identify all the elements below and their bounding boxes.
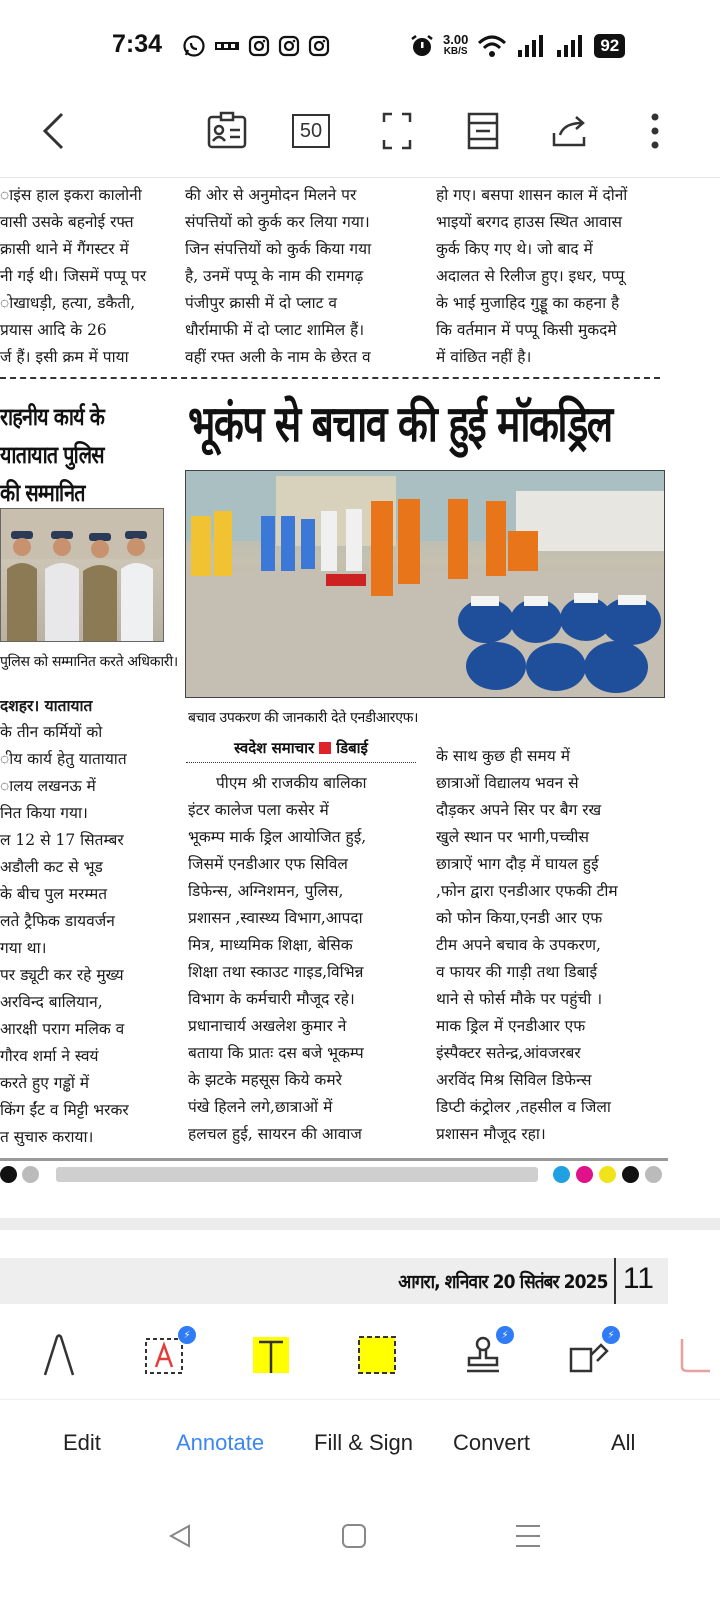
area-highlight-tool-button[interactable] [350,1328,404,1382]
annotation-toolbar [0,1308,720,1400]
area-highlight-icon [355,1333,399,1377]
text-line: बताया कि प्रातः दस बजे भूकम्प [188,1044,364,1062]
section-divider [0,377,660,379]
fullscreen-button[interactable] [372,106,422,156]
pdf-page-view[interactable] [0,178,720,1308]
main-story-col1 [188,770,418,1148]
text-line: खुले स्थान पर भागी,पच्चीस [436,828,589,846]
text-line: है, उनमें पप्पू के नाम की रामगढ़ [185,267,364,285]
system-navigation-bar [0,1486,720,1600]
text-line: छात्राऐं भाग दौड़ में घायल हुई [436,855,599,873]
text-line: जिसमें एनडीआर एफ सिविल [188,855,348,873]
text-line: धौर्रामाफी में दो प्लाट शामिल हैं। [185,321,365,339]
pen-tool-button[interactable] [32,1328,86,1382]
whatsapp-icon [182,34,206,58]
text-line: जिन संपत्तियों को कुर्क किया गया [185,240,372,258]
network-speed-unit: KB/S [443,46,468,57]
reader-mode-button[interactable] [458,106,508,156]
text-line: छात्राओं विद्यालय भवन से [436,774,579,792]
main-story-col2 [436,743,668,1148]
text-line: नी गई थी। जिसमें पप्पू पर [0,267,147,285]
text-line: प्रशासन मौजूद रहा। [436,1125,546,1143]
text-line: पंखे हिलने लगे,छात्राओं में [188,1098,333,1116]
nav-recents-button[interactable] [508,1516,548,1556]
text-line: वहीं रफ्त अली के नाम के छेरत व [185,348,371,366]
text-line: शिक्षा तथा स्काउट गाइड,विभिन्न [188,963,364,981]
tab-annotate[interactable]: Annotate [176,1430,265,1455]
reader-mode-icon [466,111,500,151]
text-line: ाइंस हाल इकरा कालोनी [0,186,142,204]
text-line: र्ज हैं। इसी क्रम में पाया [0,348,129,366]
nav-menu-icon [514,1523,542,1549]
text-line: व फायर की गाड़ी तथा डिबाई [436,963,598,981]
color-dot-grey [645,1166,662,1183]
tab-fill-sign[interactable]: Fill & Sign [314,1430,414,1455]
byline [186,738,416,763]
registration-strip [56,1167,538,1182]
text-line: पर ड्यूटी कर रहे मुख्य [0,966,124,984]
text-line: टीम अपने बचाव के उपकरण, [436,936,601,954]
text-line: मित्र, माध्यमिक शिक्षा, बेसिक [188,936,353,954]
instagram-icon [248,35,270,57]
text-line: वासी उसके बहनोई रफ्त [0,213,134,231]
highlight-text-icon [249,1333,293,1377]
text-line: क्रासी थाने में गैंगस्टर में [0,240,129,258]
signal-icon [555,34,585,58]
nav-home-button[interactable] [334,1516,374,1556]
page-gap [0,1218,720,1230]
tab-all[interactable]: All [611,1430,636,1455]
premium-badge-icon: ⚡ [496,1326,514,1344]
premium-badge-icon: ⚡ [602,1326,620,1344]
text-line: हलचल हुई, सायरन की आवाज [188,1125,362,1143]
tab-convert[interactable]: Convert [453,1430,531,1455]
fullscreen-icon [381,111,413,151]
text-line: विभाग के कर्मचारी मौजूद रहे। [188,990,355,1008]
more-tools-partial[interactable] [670,1328,710,1382]
text-line: के झटके महसूस किये कमरे [188,1071,342,1089]
footer-page-number: 11 [622,1262,654,1295]
text-line: लते ट्रैफिक डायवर्जन [0,912,115,930]
contact-card-button[interactable] [202,106,252,156]
color-dot-magenta [576,1166,593,1183]
text-line: अरविंद मिश्र सिविल डिफेन्स [436,1071,592,1089]
mock-drill-photo [186,471,665,698]
text-line: ालय लखनऊ में [0,777,96,795]
footer-separator [614,1258,616,1304]
text-line: प्रधानाचार्य अखलेश कुमार ने [188,1017,347,1035]
status-bar [0,0,720,96]
text-line: भूकम्प मार्क ड्रिल आयोजित हुई, [188,828,367,846]
page-count: 50 [292,114,330,148]
left-story-headline [0,398,104,512]
registration-dot [0,1166,17,1183]
page-count-button[interactable] [286,106,336,156]
left-photo-caption: पुलिस को सम्मानित करते अधिकारी। [0,654,178,670]
article-top-col3 [436,182,668,371]
highlight-text-tool-button[interactable] [244,1328,298,1382]
text-line: पंजीपुर क्रासी में दो प्लाट व [185,294,338,312]
mode-tabs [0,1400,720,1486]
nav-home-icon [341,1523,367,1549]
text-line: की ओर से अनुमोदन मिलने पर [185,186,357,204]
text-line: प्रयास आदि के 26 [0,321,107,339]
battery-level: 92 [594,34,625,58]
system-icons [410,30,625,62]
main-photo-caption: बचाव उपकरण की जानकारी देते एनडीआरएफ। [188,710,419,726]
byline-square-icon [319,742,331,754]
headline-line: की सम्मानित [0,479,85,507]
color-dot-yellow [599,1166,616,1183]
text-line: डिप्टी कंट्रोलर ,तहसील व जिला [436,1098,611,1116]
text-line: के बीच पुल मरम्मत [0,885,108,903]
left-story-photo [0,508,164,642]
registration-dot [22,1166,39,1183]
police-officers-photo [1,509,164,642]
text-line: इंस्पैक्टर सतेन्द्र,आंवजरबर [436,1044,581,1062]
text-line: त सुचारु कराया। [0,1128,94,1146]
wifi-icon [477,34,507,58]
text-line: अडौली कट से भूड [0,858,103,876]
text-line: थाने से फोर्स मौके पर पहुंची । [436,990,603,1008]
byline-place: डिबाई [336,739,368,757]
status-time: 7:34 [112,30,163,58]
page-footer [0,1258,668,1304]
text-line: पीएम श्री राजकीय बालिका [216,774,367,792]
back-button[interactable] [28,106,78,156]
article-top-col1 [0,182,170,371]
text-line: में वांछित नहीं है। [436,348,532,366]
network-speed-value: 3.00 [443,32,469,47]
nav-back-button[interactable] [160,1516,200,1556]
scroll-hint-icon [670,1333,710,1377]
main-story-photo [185,470,665,698]
text-line: के साथ कुछ ही समय में [436,747,570,765]
contact-card-icon [206,111,248,151]
article-top-col2 [185,182,417,371]
print-registration-bar [0,1164,668,1186]
text-line: इंटर कालेज पला कसेर में [188,801,329,819]
text-line: नित किया गया। [0,804,88,822]
text-line: हो गए। बसपा शासन काल में दोनों [436,186,628,204]
stamp-tool-button[interactable] [456,1328,510,1382]
footer-date: आगरा, शनिवार 20 सितंबर 2025 [398,1271,608,1293]
text-line: ीय कार्य हेतु यातायात [0,750,127,768]
byline-source: स्वदेश समाचार [234,739,315,757]
text-line: कुर्क किए गए थे। जो बाद में [436,240,593,258]
text-box-tool-button[interactable] [138,1328,192,1382]
text-line: डिफेन्स, अग्निशमन, पुलिस, [188,882,344,900]
text-line: ल 12 से 17 सितम्बर [0,831,124,849]
alarm-icon [410,34,434,58]
text-line: के तीन कर्मियों को [0,723,103,741]
color-dot-cyan [553,1166,570,1183]
text-line: प्रशासन ,स्वास्थ्य विभाग,आपदा [188,909,363,927]
text-line: करते हुए गड्ढों में [0,1074,90,1092]
pen-icon [39,1333,79,1377]
instagram-icon [278,35,300,57]
text-line: संपत्तियों को कुर्क कर लिया गया। [185,213,370,231]
network-speed [443,34,468,58]
top-toolbar [0,96,720,178]
more-button[interactable] [630,106,680,156]
text-line: ,फोन द्वारा एनडीआर एफकी टीम [436,882,618,900]
signal-icon [516,34,546,58]
shapes-tool-button[interactable] [562,1328,616,1382]
main-story-headline: भूकंप से बचाव की हुई मॉकड्रिल [188,395,612,453]
left-story-body [0,692,166,1151]
text-line: अरविन्द बालियान, [0,993,103,1011]
text-line: भाइयों बरगद हाउस स्थित आवास [436,213,623,231]
text-line: किंग ईंट व मिट्टी भरकर [0,1101,129,1119]
text-line: गौरव शर्मा ने स्वयं [0,1047,99,1065]
text-line: दौड़कर अपने सिर पर बैग रख [436,801,602,819]
back-icon [40,111,66,151]
color-dot-black [622,1166,639,1183]
text-line: को फोन किया,एनडी आर एफ [436,909,603,927]
text-line: ोखाधड़ी, हत्या, डकैती, [0,294,136,312]
text-line: गया था। [0,939,47,957]
premium-badge-icon: ⚡ [178,1326,196,1344]
tab-edit[interactable]: Edit [63,1430,101,1455]
headline-line: यातायात पुलिस [0,441,104,469]
text-line: आरक्षी पराग मलिक व [0,1020,125,1038]
text-line: के भाई मुजाहिद गुड्डू का कहना है [436,294,620,312]
notification-icons [182,32,330,60]
text-line: अदालत से रिलीज हुए। इधर, पप्पू [436,267,625,285]
text-line: दशहर। यातायात [0,696,93,715]
news-app-icon [214,37,240,55]
nav-back-icon [167,1523,193,1549]
text-line: कि वर्तमान में पप्पू किसी मुकदमे [436,321,617,339]
text-line: माक ड्रिल में एनडीआर एफ [436,1017,586,1035]
share-icon [550,113,590,149]
share-button[interactable] [545,106,595,156]
more-icon [650,111,660,151]
instagram-icon [308,35,330,57]
headline-line: राहनीय कार्य के [0,403,105,431]
divider [0,1158,668,1161]
